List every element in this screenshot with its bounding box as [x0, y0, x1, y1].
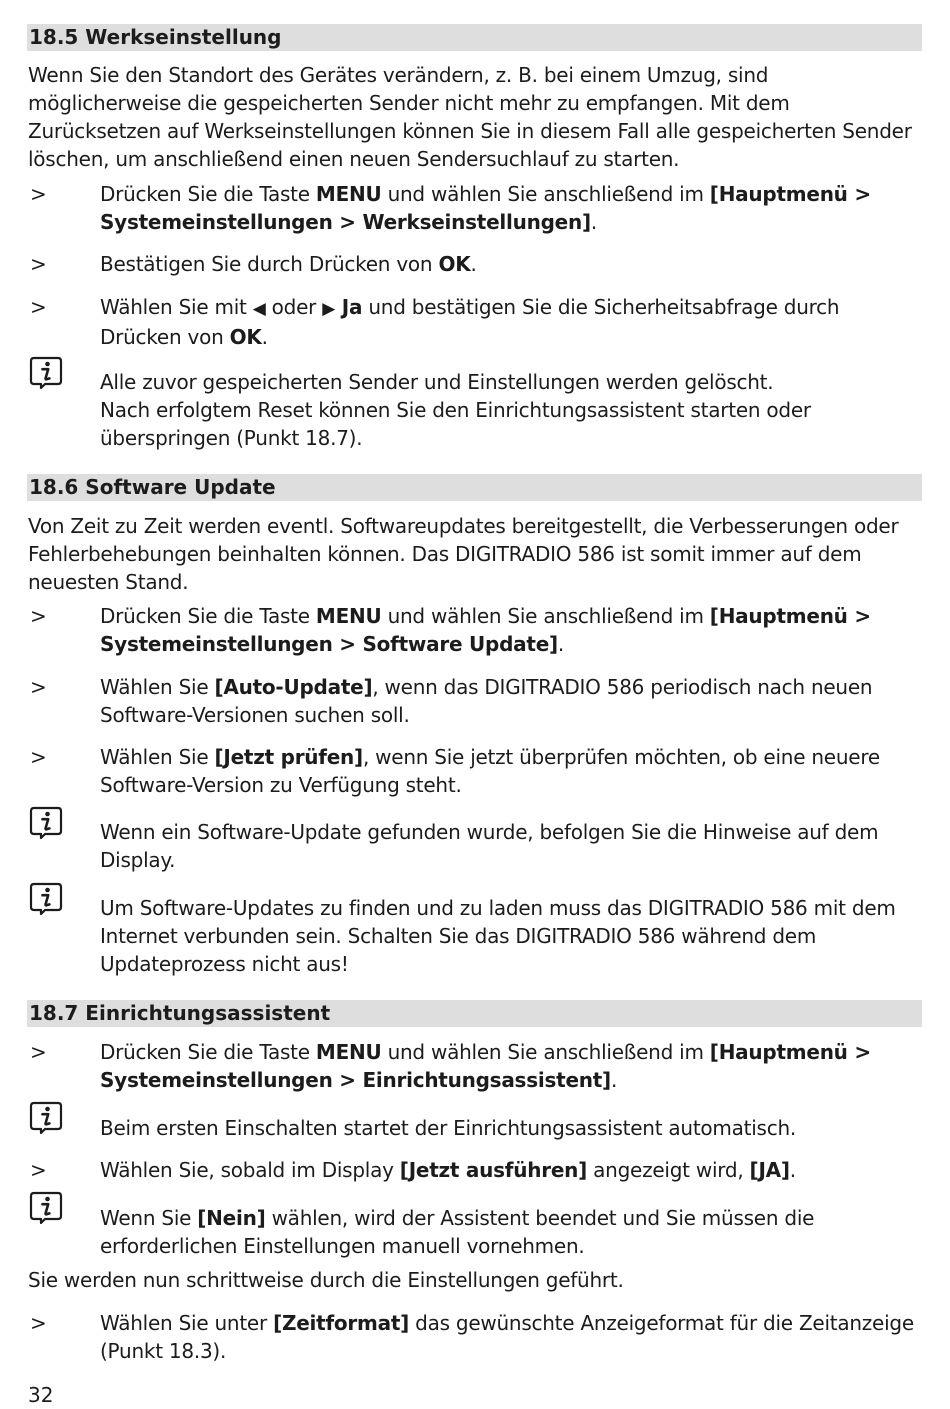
- step-item: Wählen Sie [Auto-Update], wenn das DIGITRADIO 586 periodisch nach neuen Software-Versionen suchen soll.: [100, 675, 873, 727]
- bullet-marker: >: [30, 1158, 47, 1182]
- section-heading-18-6: 18.6 Software Update: [27, 474, 922, 501]
- info-icon: [28, 880, 64, 916]
- body-paragraph: Sie werden nun schrittweise durch die Einstellungen geführt.: [28, 1268, 624, 1292]
- step-item: Drücken Sie die Taste MENU und wählen Sie anschließend im [Hauptmenü > Systemeinstellungen > Einrichtungsassistent].: [100, 1040, 871, 1092]
- info-note: Beim ersten Einschalten startet der Einrichtungsassistent automatisch.: [100, 1116, 796, 1140]
- section-heading-18-5: 18.5 Werkseinstellung: [27, 24, 922, 51]
- intro-paragraph: Von Zeit zu Zeit werden eventl. Softwareupdates bereitgestellt, die Verbesserungen oder Fehlerbehebungen beinhalten können. Das DIGITRADIO 586 ist somit immer auf dem neuesten Stand.: [28, 514, 899, 594]
- info-note: Alle zuvor gespeicherten Sender und Einstellungen werden gelöscht. Nach erfolgtem Reset können Sie den Einrichtungsassistent starten oder überspringen (Punkt 18.7).: [100, 370, 811, 450]
- bullet-marker: >: [30, 1311, 47, 1335]
- right-arrow-icon: ▶: [322, 299, 336, 319]
- info-icon: [28, 1189, 64, 1225]
- step-item: Wählen Sie unter [Zeitformat] das gewünschte Anzeigeformat für die Zeitanzeige (Punkt 18.3).: [100, 1311, 914, 1363]
- info-note: Wenn ein Software-Update gefunden wurde, befolgen Sie die Hinweise auf dem Display.: [100, 820, 879, 872]
- page-number: 32: [28, 1383, 54, 1407]
- bullet-marker: >: [30, 1040, 47, 1064]
- bullet-marker: >: [30, 182, 47, 206]
- bullet-marker: >: [30, 295, 47, 319]
- step-item: Bestätigen Sie durch Drücken von OK.: [100, 252, 477, 276]
- info-note: Um Software-Updates zu finden und zu laden muss das DIGITRADIO 586 mit dem Internet verbunden sein. Schalten Sie das DIGITRADIO 586 während dem Updateprozess nicht aus!: [100, 896, 896, 976]
- info-icon: [28, 354, 64, 390]
- intro-paragraph: Wenn Sie den Standort des Gerätes verändern, z. B. bei einem Umzug, sind möglicherweise die gespeicherten Sender nicht mehr zu empfangen. Mit dem Zurücksetzen auf Werkseinstellungen können Sie in diesem Fall alle gespeicherten Sender löschen, um anschließend einen neuen Sendersuchlauf zu starten.: [28, 63, 912, 171]
- left-arrow-icon: ◀: [252, 299, 266, 319]
- bullet-marker: >: [30, 675, 47, 699]
- step-item: Drücken Sie die Taste MENU und wählen Sie anschließend im [Hauptmenü > Systemeinstellungen > Software Update].: [100, 604, 871, 656]
- bullet-marker: >: [30, 604, 47, 628]
- step-item: Drücken Sie die Taste MENU und wählen Sie anschließend im [Hauptmenü > Systemeinstellungen > Werkseinstellungen].: [100, 182, 871, 234]
- step-item: Wählen Sie mit ◀ oder ▶ Ja und bestätigen Sie die Sicherheitsabfrage durch Drücken von OK.: [100, 295, 840, 349]
- info-note: Wenn Sie [Nein] wählen, wird der Assistent beendet und Sie müssen die erforderlichen Einstellungen manuell vornehmen.: [100, 1206, 815, 1258]
- bullet-marker: >: [30, 745, 47, 769]
- info-icon: [28, 804, 64, 840]
- step-item: Wählen Sie, sobald im Display [Jetzt ausführen] angezeigt wird, [JA].: [100, 1158, 796, 1182]
- section-heading-18-7: 18.7 Einrichtungsassistent: [27, 1000, 922, 1027]
- bullet-marker: >: [30, 252, 47, 276]
- step-item: Wählen Sie [Jetzt prüfen], wenn Sie jetzt überprüfen möchten, ob eine neuere Software-Version zu Verfügung steht.: [100, 745, 880, 797]
- info-icon: [28, 1099, 64, 1135]
